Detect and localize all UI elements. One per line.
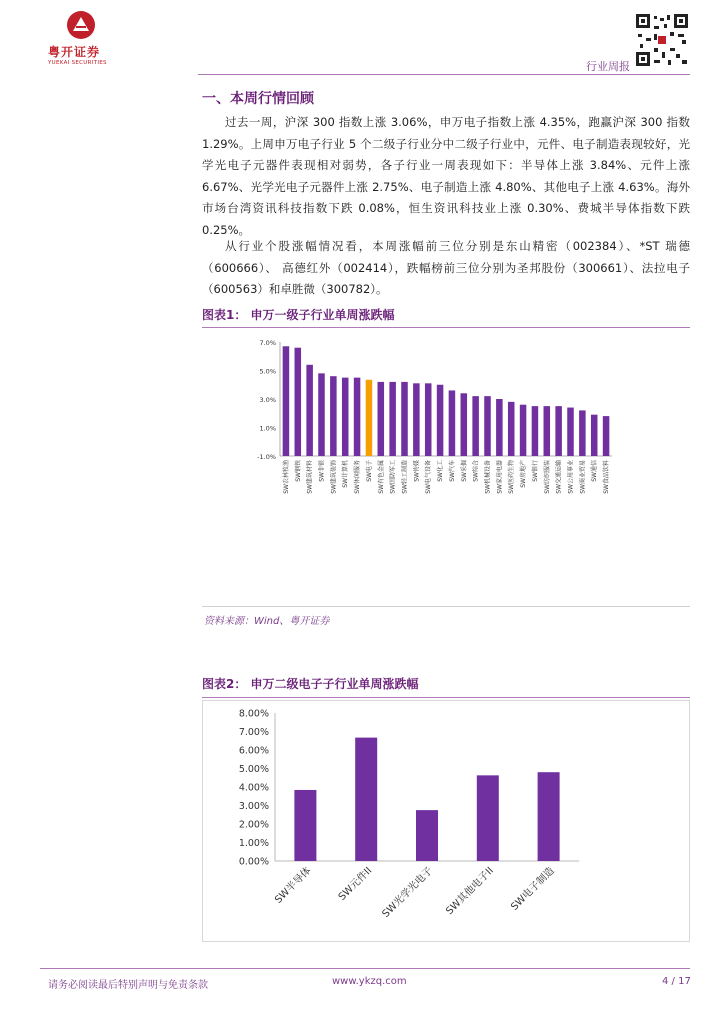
- bar: [366, 380, 373, 456]
- bar: [294, 790, 316, 861]
- logo-text: 粤开证券: [48, 45, 101, 59]
- x-tick-label: SW银行: [531, 460, 539, 482]
- bar: [318, 373, 325, 456]
- x-tick-label: SW国防军工: [389, 460, 397, 494]
- paragraph-market-review: 过去一周，沪深 300 指数上涨 3.06%，申万电子指数上涨 4.35%，跑赢沪深 300 指数 1.29%。上周申万电子行业 5 个二级子行业分中二级子行业中，元件、电子制造表现较好，光学光电子元器件表现相对弱势，各子行业一周表现如下：半导体上涨 3.84%、元件上涨 6.67%、光学光电子元器件上涨 2.75%、电子制造上涨 4.80%、其他电子上涨 4.63%。海外市场台湾资讯科技指数下跌 0.08%，恒生资讯科技业上涨 0.30%、费城半导体指数下跌 0.25%。: [202, 115, 690, 237]
- x-tick-label: SW非银: [318, 460, 326, 482]
- bar: [449, 390, 456, 456]
- x-tick-label: SW电气设备: [425, 460, 433, 494]
- x-tick-label: SW商业贸易: [579, 460, 587, 494]
- x-tick-label: SW食品饮料: [603, 460, 611, 494]
- bar: [330, 376, 337, 456]
- y-tick-label: -1.0%: [257, 453, 276, 461]
- y-tick-label: 4.00%: [238, 782, 269, 794]
- x-tick-label: SW电子: [365, 460, 373, 482]
- x-tick-label: SW交通运输: [555, 460, 563, 494]
- x-tick-label: SW房地产: [520, 460, 528, 488]
- bar: [484, 396, 491, 456]
- x-tick-label: SW建筑材料: [306, 460, 314, 494]
- bar: [508, 402, 515, 456]
- x-tick-label: SW半导体: [273, 865, 314, 906]
- bar: [567, 408, 574, 456]
- figure-1-title: 图表1： 申万一级子行业单周涨跌幅: [202, 308, 395, 322]
- x-tick-label: SW医药生物: [508, 460, 516, 494]
- x-tick-label: SW电子制造: [509, 865, 557, 913]
- x-tick-label: SW建筑装饰: [330, 460, 338, 494]
- source-divider: [202, 606, 690, 607]
- x-tick-label: SW汽车: [448, 460, 456, 482]
- bar: [295, 348, 302, 456]
- y-tick-label: 1.0%: [259, 424, 276, 433]
- footer-website: www.ykzq.com: [332, 976, 407, 987]
- figure-2-divider: [202, 697, 690, 698]
- page-header: [0, 0, 724, 80]
- bar: [306, 365, 313, 456]
- bar: [591, 415, 598, 456]
- y-tick-label: 3.0%: [259, 396, 276, 404]
- x-tick-label: SW钢铁: [294, 460, 302, 482]
- footer-disclaimer: 请务必阅读最后特别声明与免责条款: [48, 980, 208, 991]
- bar: [401, 382, 408, 456]
- bar: [538, 772, 560, 861]
- header-divider: [198, 74, 690, 75]
- x-tick-label: SW其他电子II: [444, 865, 496, 918]
- bar: [496, 399, 503, 456]
- y-tick-label: 5.0%: [259, 367, 276, 376]
- chart-level1-industries: [220, 332, 620, 522]
- x-tick-label: SW轻工制造: [401, 460, 409, 494]
- bar: [555, 406, 562, 456]
- y-tick-label: 0.00%: [238, 856, 269, 868]
- bar: [579, 410, 586, 456]
- bar: [354, 378, 361, 456]
- y-tick-label: 8.00%: [238, 708, 269, 720]
- x-tick-label: SW光学光电子: [380, 865, 436, 920]
- y-tick-label: 7.0%: [259, 339, 276, 347]
- y-tick-label: 1.00%: [238, 838, 269, 849]
- x-tick-label: SW有色金属: [377, 460, 385, 494]
- bar: [378, 382, 385, 456]
- y-tick-label: 6.00%: [238, 745, 269, 757]
- x-tick-label: SW计算机: [342, 460, 350, 488]
- bar: [283, 346, 290, 456]
- x-tick-label: SW机械设备: [484, 460, 492, 494]
- bar: [461, 393, 468, 456]
- logo-english: YUEKAI SECURITIES: [48, 60, 107, 66]
- bar: [520, 405, 527, 456]
- y-tick-label: 2.00%: [238, 819, 269, 831]
- figure-2-title: 图表2： 申万二级电子子行业单周涨跌幅: [202, 677, 419, 691]
- footer-divider: [40, 968, 690, 969]
- bar: [437, 385, 444, 456]
- company-logo-icon: [66, 10, 96, 40]
- x-tick-label: SW采掘: [460, 460, 468, 482]
- bar: [532, 406, 539, 456]
- y-tick-label: 5.00%: [238, 764, 269, 775]
- x-tick-label: SW家用电器: [496, 460, 504, 494]
- bar: [389, 382, 396, 456]
- bar: [413, 383, 420, 456]
- chart-electronics-subsectors: [203, 701, 689, 941]
- bar: [355, 738, 377, 861]
- qr-code-icon: [634, 12, 690, 68]
- x-tick-label: SW农林牧渔: [282, 460, 290, 494]
- figure-1-divider: [202, 327, 690, 328]
- paragraph-stock-movers: 从行业个股涨幅情况看，本周涨幅前三位分别是东山精密（002384）、*ST 瑞德（600666）、 高德红外（002414），跌幅榜前三位分别为圣邦股份（300661）、法拉电子（600563）和卓胜微（300782）。: [202, 239, 690, 296]
- bar: [416, 810, 438, 861]
- bar: [425, 383, 432, 456]
- x-tick-label: SW传媒: [413, 460, 421, 482]
- chart-electronics-subsectors-frame: [202, 700, 690, 942]
- x-tick-label: SW休闲服务: [354, 460, 362, 494]
- bar: [603, 416, 610, 456]
- y-tick-label: 3.00%: [238, 801, 269, 812]
- bar: [342, 378, 349, 456]
- x-tick-label: SW公用事业: [567, 460, 575, 494]
- figure-source: 资料来源：Wind、粤开证券: [204, 616, 330, 627]
- footer-page-number: 4 / 17: [662, 976, 691, 987]
- x-tick-label: SW元件II: [336, 865, 375, 903]
- bar: [477, 775, 499, 861]
- x-tick-label: SW通信: [591, 460, 599, 482]
- section-title: 一、本周行情回顾: [202, 91, 314, 107]
- x-tick-label: SW纺织服装: [543, 460, 551, 494]
- y-tick-label: 7.00%: [238, 727, 269, 738]
- bar: [472, 396, 479, 456]
- bar: [544, 406, 551, 456]
- x-tick-label: SW综合: [472, 460, 480, 482]
- report-type-label: 行业周报: [586, 60, 630, 73]
- x-tick-label: SW化工: [437, 460, 445, 482]
